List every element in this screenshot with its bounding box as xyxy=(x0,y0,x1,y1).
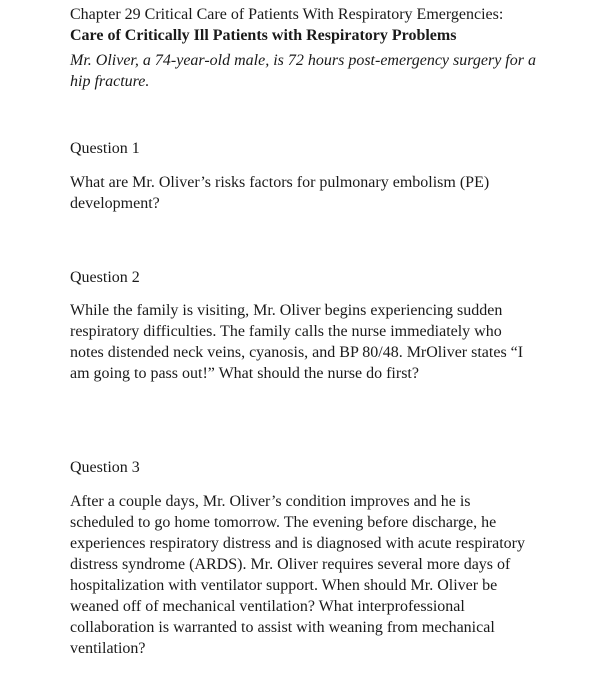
question-heading: Question 1 xyxy=(70,140,140,157)
case-intro: Mr. Oliver, a 74-year-old male, is 72 hours post-emergency surgery for a hip fracture. xyxy=(70,52,536,90)
question-text: After a couple days, Mr. Oliver’s condition improves and he is scheduled to go home tomorrow. The evening before discharge, he experiences respiratory distress and is diagnosed with acute respiratory distress syndrome (ARDS). Mr. Oliver requires several more days of hospitalization with ventilator support. When should Mr. Oliver be weaned off of mechanical ventilation? What interprofessional collaboration is warranted to assist with weaning from mechanical ventilation? xyxy=(70,493,525,657)
question-text: While the family is visiting, Mr. Oliver begins experiencing sudden respiratory difficulties. The family calls the nurse immediately who notes distended neck veins, cyanosis, and BP 80/48. MrOliver states “I am going to pass out!” What should the nurse do first? xyxy=(70,302,524,382)
document-page xyxy=(70,4,540,657)
chapter-title-prefix: Chapter 29 Critical Care of Patients With Respiratory Emergencies: xyxy=(70,6,504,23)
chapter-title xyxy=(70,4,540,46)
question-text: What are Mr. Oliver’s risks factors for pulmonary embolism (PE) development? xyxy=(70,174,490,212)
question-heading: Question 2 xyxy=(70,269,140,286)
chapter-title-bold: Care of Critically Ill Patients with Respiratory Problems xyxy=(70,27,457,44)
question-heading: Question 3 xyxy=(70,459,140,476)
